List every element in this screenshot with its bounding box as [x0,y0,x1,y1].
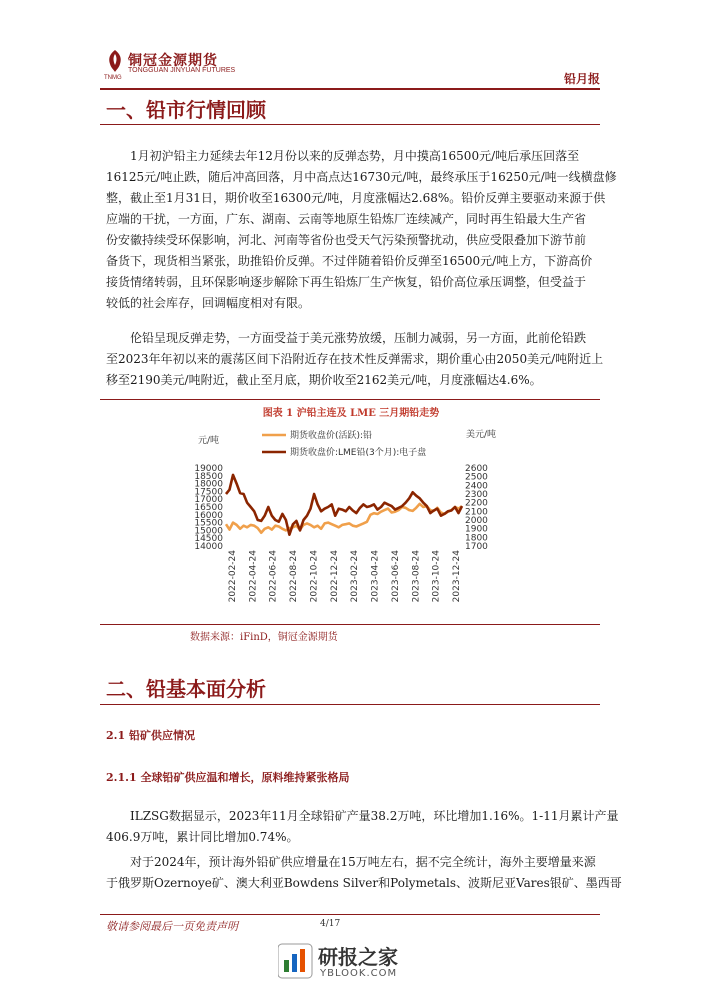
text-line: 接货情绪转弱，且环保影响逐步解除下再生铅炼厂生产恢复，铅价高位承压调整，但受益于 [106,275,587,289]
text-line: 份安徽持续受环保影响，河北、河南等省份也受天气污染预警扰动，供应受限叠加下游节前 [106,233,587,247]
text-line: 整，截止至1月31日，期价收至16300元/吨，月度涨幅达2.68%。铅价反弹主要驱动来源于供 [106,191,606,205]
figure-top-divider [100,399,600,400]
watermark-url: YBLOOK.COM [320,968,398,979]
text-line: 16125元/吨止跌，随后冲高回落，月中高点达16730元/吨，最终承压于16250元/吨一线横盘修 [106,170,617,184]
y-right-tick-label: 1800 [465,533,488,544]
section1-paragraph-2 [106,328,604,391]
text-line: 备货下，现货相当紧张，助推铅价反弹。不过伴随着铅价反弹至16500元/吨上方，下游高价 [106,254,593,268]
y-left-tick-label: 17500 [194,487,223,498]
y-right-tick-label: 2300 [465,490,488,500]
y-left-tick-label: 16500 [194,503,223,513]
x-tick-label: 2022-10-24 [309,550,320,603]
text-line: 较低的社会库存，回调幅度相对有限。 [106,296,311,310]
x-tick-label: 2022-12-24 [329,550,340,603]
sub-subsection-heading: 2.1.1 全球铅矿供应温和增长，原料维持紧张格局 [106,771,350,784]
y-right-tick-label: 2600 [465,464,488,474]
watermark-title: 研报之家 [318,945,398,969]
x-tick-label: 2023-02-24 [350,550,361,603]
figure-caption: 图表 1 沪铅主连及 LME 三月期铅走势 [262,408,440,419]
company-abbr: TNMG [104,75,122,81]
y-right-tick-label: 1900 [465,524,488,535]
page-number: 4/17 [320,919,341,929]
y-left-tick-label: 16000 [194,510,223,521]
y-left-tick-label: 18000 [194,479,223,490]
x-tick-label: 2022-08-24 [289,550,300,603]
section2-divider [100,704,600,705]
lead-price-chart [180,420,520,620]
text-line: 伦铅呈现反弹走势，一方面受益于美元涨势放缓，压制力减弱，另一方面，此前伦铅跌 [130,331,587,345]
text-line: 应端的干扰，一方面，广东、湖南、云南等地原生铅炼厂连续减产，同时再生铅最大生产省 [106,212,587,226]
x-tick-label: 2022-06-24 [268,550,279,603]
section1-divider [100,124,600,125]
x-tick-label: 2023-08-24 [411,550,422,603]
x-tick-label: 2023-04-24 [370,550,381,603]
x-tick-label: 2022-04-24 [248,550,259,603]
x-tick-label: 2023-12-24 [452,550,462,603]
text-line: 至2023年年初以来的震荡区间下沿附近存在技术性反弹需求，期价重心由2050美元/吨附近上 [106,352,604,366]
x-tick-label: 2023-06-24 [390,550,401,603]
company-logo-icon [104,48,126,74]
section1-title: 一、铅市行情回顾 [106,98,266,122]
footer-divider [100,914,600,915]
text-line: 406.9万吨，累计同比增加0.74%。 [106,830,299,844]
section1-paragraph-1 [106,146,617,314]
y-left-tick-label: 15000 [194,526,223,537]
y-left-unit-label: 元/吨 [198,436,220,446]
y-left-tick-label: 14000 [194,542,223,552]
legend-entry: 期货收盘价:LME铅(3个月):电子盘 [290,448,427,458]
x-tick-label: 2022-02-24 [228,550,238,603]
section2-paragraph-1 [106,806,619,848]
section2-paragraph-2 [106,852,622,894]
y-right-tick-label: 2500 [465,472,488,483]
legend-entry: 期货收盘价(活跃):铅 [290,431,373,441]
y-right-unit-label: 美元/吨 [466,430,497,440]
x-tick-label: 2023-10-24 [431,550,442,603]
text-line: 移至2190美元/吨附近，截止至月底，期价收至2162美元/吨，月度涨幅达4.6%。 [106,373,542,387]
y-right-tick-label: 2100 [465,507,488,518]
y-left-tick-label: 15500 [194,518,223,529]
text-line: 1月初沪铅主力延续去年12月份以来的反弹态势，月中摸高16500元/吨后承压回落至 [130,149,580,163]
subsection-heading: 2.1 铅矿供应情况 [106,729,195,742]
y-right-tick-label: 2000 [465,516,488,526]
text-line: ILZSG数据显示，2023年11月全球铅矿产量38.2万吨，环比增加1.16%。1-11月累计产量 [130,809,619,823]
figure-source: 数据来源：iFinD，铜冠金源期货 [190,632,338,643]
report-type: 铅月报 [563,72,600,86]
disclaimer-note: 敬请参阅最后一页免责声明 [106,920,238,933]
y-right-tick-label: 2400 [465,481,488,492]
y-left-tick-label: 19000 [194,464,223,474]
y-right-tick-label: 1700 [465,542,488,552]
y-right-tick-label: 2200 [465,498,488,509]
company-name-cn: 铜冠金源期货 [128,53,218,69]
text-line: 于俄罗斯Ozernoye矿、澳大利亚Bowdens Silver和Polymetals、波斯尼亚Vares银矿、墨西哥 [106,876,622,890]
figure-bottom-divider [100,624,600,625]
y-left-tick-label: 17000 [194,495,223,506]
company-name-en: TONGGUAN JINYUAN FUTURES [128,67,236,74]
header-divider [100,88,600,90]
text-line: 对于2024年，预计海外铅矿供应增量在15万吨左右，据不完全统计，海外主要增量来源 [130,855,596,869]
y-left-tick-label: 14500 [194,534,223,545]
y-left-tick-label: 18500 [194,471,223,482]
section2-title: 二、铅基本面分析 [106,677,266,701]
